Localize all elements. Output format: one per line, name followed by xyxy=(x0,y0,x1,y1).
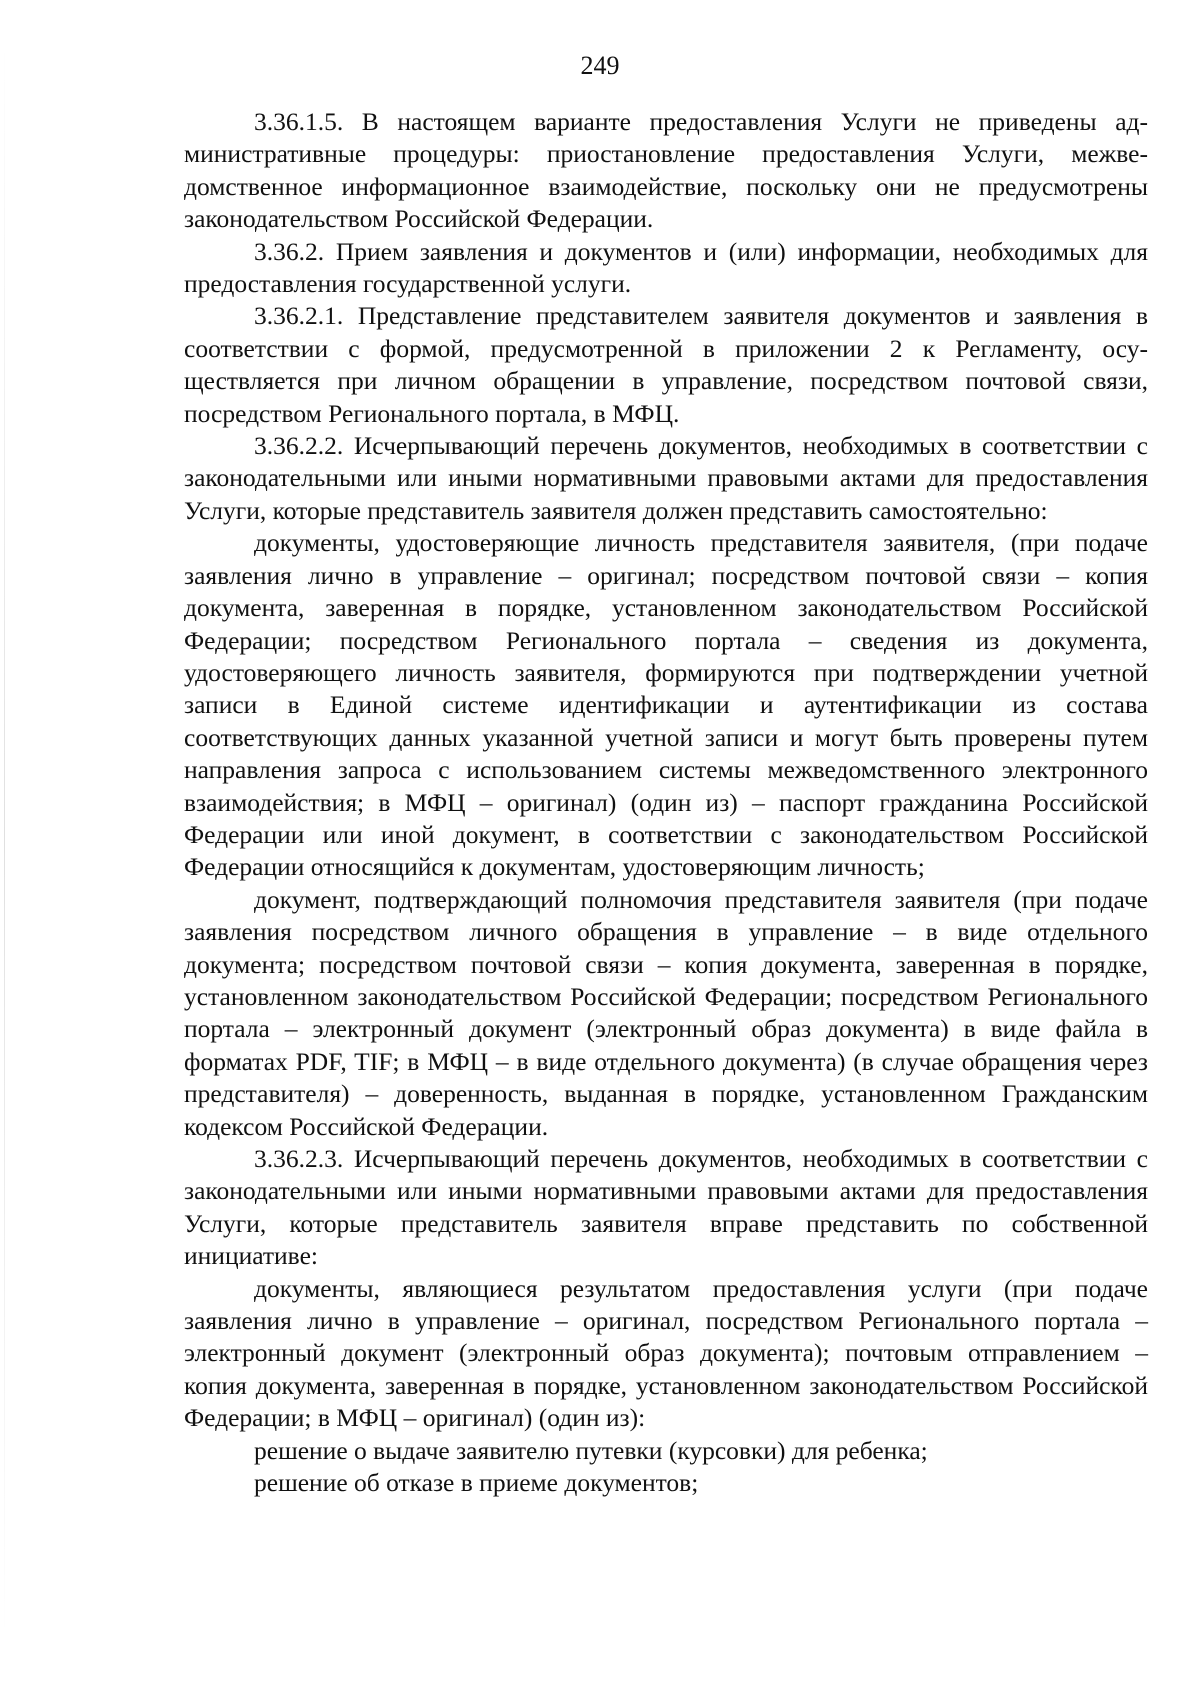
page-number: 249 xyxy=(580,51,620,80)
paragraph-3-36-2-3: 3.36.2.3. Исчерпывающий перечень документов, необходимых в соответствии с законодательными или иными нормативными правовыми актами для предоставления Услуги, которые представитель заявителя вправе представить по собственной инициативе: xyxy=(184,1144,1148,1271)
paragraph-authority-document: документ, подтверждающий полномочия представителя заявителя (при подаче заявления посредством личного обращения в управление – в виде отдельного документа; посредством почтовой связи – копия документа, заверенная в порядке, установленном законодательством Российской Федерации; посредством Регионального портала – электронный документ (электронный образ документа) в виде файла в форматах PDF, TIF; в МФЦ – в виде отдельного документа) (в случае обращения через представителя) – доверенность, выданная в порядке, установленном Гражданским кодексом Российской Федерации. xyxy=(184,884,1148,1141)
paragraph-3-36-2: 3.36.2. Прием заявления и документов и (или) информации, необходимых для предоставления государственной услуги. xyxy=(184,236,1148,299)
paragraph-3-36-2-1: 3.36.2.1. Представление представителем заявителя документов и заявления в соответствии с формой, предусмотренной в приложении 2 к Регламенту, осуществляется при личном обращении в управление, посредством почтовой связи, посредством Регионального портала, в МФЦ. xyxy=(184,301,1148,428)
list-item-refusal-decision: решение об отказе в приеме документов; xyxy=(254,1468,699,1498)
document-body xyxy=(184,106,1148,1499)
list-item-voucher-decision: решение о выдаче заявителю путевки (курсовки) для ребенка; xyxy=(254,1435,928,1465)
paragraph-3-36-2-2: 3.36.2.2. Исчерпывающий перечень документов, необходимых в соответствии с законодательными или иными нормативными правовыми актами для предоставления Услуги, которые представитель заявителя должен представить самостоятельно: xyxy=(184,431,1148,525)
scan-edge-line xyxy=(4,40,5,1640)
paragraph-3-36-1-5: 3.36.1.5. В настоящем варианте предоставления Услуги не приведены административные процедуры: приостановление предоставления Услуги, межведомственное информационное взаимодействие, поскольку они не предусмотрены законодательством Российской Федерации. xyxy=(184,107,1148,234)
paragraph-identity-documents: документы, удостоверяющие личность представителя заявителя, (при подаче заявления лично в управление – оригинал; посредством почтовой связи – копия документа, заверенная в порядке, установленном законодательством Российской Федерации; посредством Регионального портала – сведения из документа, удостоверяющего личность заявителя, формируются при подтверждении учетной записи в Единой системе идентификации и аутентификации из состава соответствующих данных указанной учетной записи и могут быть проверены путем направления запроса с использованием системы межведомственного электронного взаимодействия; в МФЦ – оригинал) (один из) – паспорт гражданина Российской Федерации или иной документ, в соответствии с законодательством Российской Федерации относящийся к документам, удостоверяющим личность; xyxy=(184,528,1148,882)
paragraph-service-result-documents: документы, являющиеся результатом предоставления услуги (при подаче заявления лично в управление – оригинал, посредством Регионального портала – электронный документ (электронный образ документа); почтовым отправлением – копия документа, заверенная в порядке, установленном законодательством Российской Федерации; в МФЦ – оригинал) (один из): xyxy=(184,1273,1148,1433)
